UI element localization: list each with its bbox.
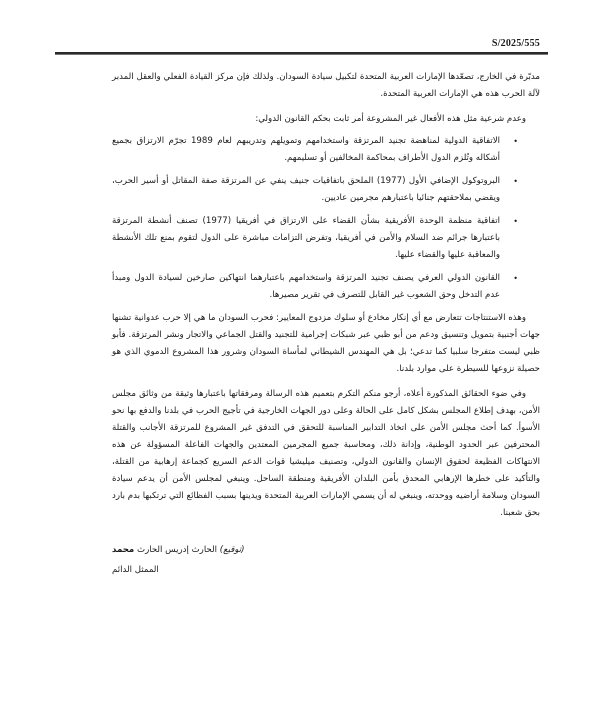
- list-item: [112, 173, 540, 207]
- list-item: [112, 133, 540, 167]
- signed-label: (توقيع): [219, 545, 245, 555]
- list-item: [112, 270, 540, 304]
- signatory-name-bold: محمد: [112, 545, 135, 555]
- bullet-icon: •: [513, 217, 518, 226]
- signatory-title: الممثل الدائم: [112, 565, 159, 575]
- signature-block: [112, 540, 540, 580]
- bullet-icon: •: [513, 137, 518, 146]
- intro-paragraph: مدبّرة في الخارج، تصعّدها الإمارات العربية المتحدة لتكبيل سيادة السودان. ولذلك فإن مركز القيادة الفعلي والعقل المدبر لآلة الحرب هذه هي الإمارات العربية المتحدة.: [112, 72, 540, 99]
- letter-body: [112, 69, 540, 522]
- legal-instruments-list: [112, 133, 540, 304]
- request-paragraph: وفي ضوء الحقائق المذكورة أعلاه، أرجو منكم التكرم بتعميم هذه الرسالة ومرفقاتها باعتبارها وثيقة من وثائق مجلس الأمن، بهدف إطلاع المجلس بشكل كامل على الحالة وعلى دور الجهات الخارجية في تأجيج الحرب في بلدنا والدفع بها نحو الأسوأ. كما أحث مجلس الأمن على اتخاذ التدابير المناسبة للتحقق في التدفق غير المشروع للمرتزقة الأجانب والقتلة المحترفين عبر الحدود الوطنية، وإدانة ذلك، ومحاسبة جميع المجرمين المعتدين والجهات الفاعلة المسؤولة عن هذه الانتهاكات الفظيعة لحقوق الإنسان والقانون الدولي، وتصنيف ميليشيا قوات الدعم السريع كجماعة إرهابية من القتلة، والتأكيد على خطرها الإرهابي المحدق بأمن البلدان الأفريقية ومنطقة الساحل. وينبغي لمجلس الأمن أن يدعم سيادة السودان وسلامة أراضيه ووحدته، وينبغي له أن يسمي الإمارات العربية المتحدة ويدينها بسبب الفظائع التي ترتكبها بدم بارد بحق شعبنا.: [112, 389, 540, 518]
- list-item: [112, 213, 540, 264]
- bullet-icon: •: [513, 274, 518, 283]
- signatory-title-line: [112, 560, 540, 580]
- document-symbol: S/2025/555: [491, 38, 540, 49]
- list-item-text: القانون الدولي العرفي يصنف تجنيد المرتزقة واستخدامهم باعتبارهما انتهاكين صارخين لسيادة الدول ومبدأ عدم التدخل وحق الشعوب غير القابل للتصرف في تقرير مصيرها.: [112, 273, 500, 300]
- signature-line: [112, 540, 540, 560]
- document-header: [55, 38, 548, 55]
- legality-paragraph: وعدم شرعية مثل هذه الأفعال غير المشروعة أمر ثابت بحكم القانون الدولي:: [255, 114, 526, 124]
- list-item-text: اتفاقية منظمة الوحدة الأفريقية بشأن القضاء على الارتزاق في أفريقيا (1977) تصنف أنشطة المرتزقة باعتبارها جرائم ضد السلام والأمن في أفريقيا، وتفرض التزامات مباشرة على الدول لتقوم بمنع تلك الأنشطة والمعاقبة عليها والقضاء عليها.: [112, 216, 500, 260]
- conclusions-paragraph: وهذه الاستنتاجات تتعارض مع أي إنكار مخادع أو سلوك مزدوج المعايير: فحرب السودان ما هي إلا حرب عدوانية تشنها جهات أجنبية بتمويل وتنسيق ودعم من أبو ظبي عبر شبكات إجرامية للتجنيد والقتل الجماعي والاتجار ونشر المرتزقة. فأبو ظبي ليست متفرجا سلبيا كما تدعي؛ بل هي المهندس الشيطاني لمأساة السودان وشرور هذا المشروع الدموي الذي هو حصيلة نزوعها للسيطرة على موارد بلدنا.: [112, 313, 540, 374]
- list-item-text: البروتوكول الإضافي الأول (1977) الملحق باتفاقيات جنيف ينفي عن المرتزقة صفة المقاتل أو أسير الحرب، ويقضي بملاحقتهم جنائيا باعتبارهم مجرمين عاديين.: [112, 176, 500, 203]
- signatory-name: الحارث إدريس الحارث: [136, 545, 217, 555]
- bullet-icon: •: [513, 177, 518, 186]
- list-item-text: الاتفاقية الدولية لمناهضة تجنيد المرتزقة واستخدامهم وتمويلهم وتدريبهم لعام 1989 تجرّم الارتزاق بجميع أشكاله وتُلزم الدول الأطراف بمحاكمة المخالفين أو تسليمهم.: [112, 136, 500, 163]
- header-rule: [55, 52, 548, 55]
